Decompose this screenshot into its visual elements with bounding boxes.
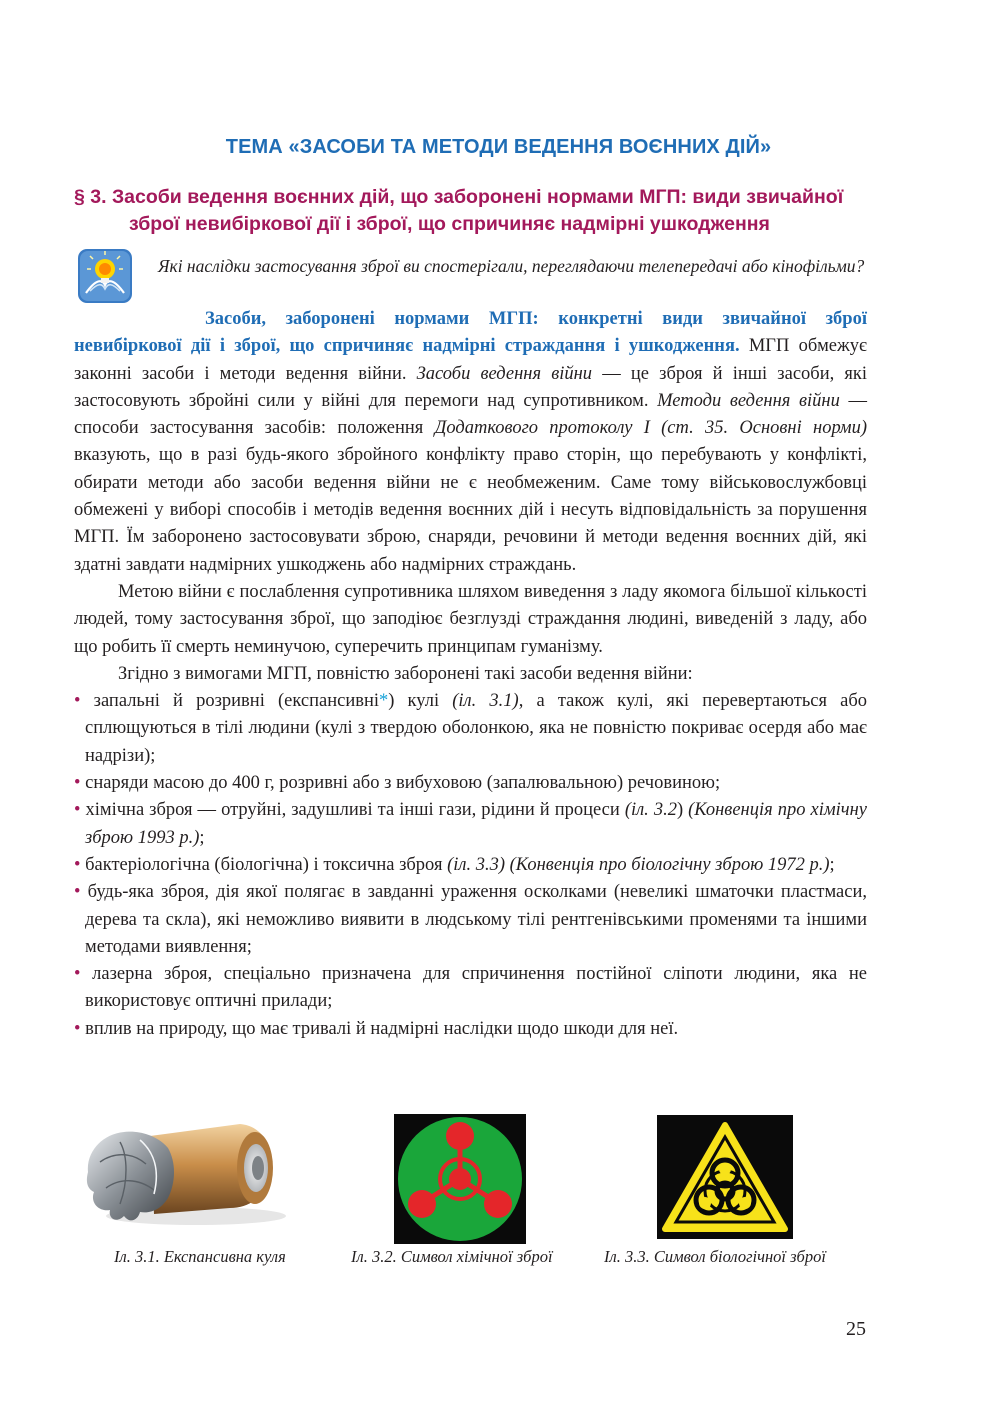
list-item — [74, 852, 867, 879]
italic-term: Методи ведення війни — [657, 390, 840, 411]
text-run: вказують, що в разі будь-якого збройного конфлікту право сторін, що перебувають у конфлікті, обирати методи або засоби ведення війни не є необмеженим. Саме тому військовослужбовці обмежені у виборі способів і методів ведення воєнних дій і несуть відповідальність за порушення МГП. Їм заборонено застосовувати зброю, снаряди, речовини й методи ведення воєнних дій, які здатні завдати надмірних ушкоджень або надмірних страждань. — [74, 445, 867, 575]
text-run: запальні й розривні (експансивні — [93, 691, 379, 712]
text-run: лазерна зброя, спеціально призначена для спричинення постійної сліпоти людини, яка не використовує оптичні прилади; — [85, 964, 868, 1012]
bullet-marker: • — [74, 854, 81, 875]
figure-ref: (іл. 3.1) — [452, 691, 519, 712]
page-number: 25 — [846, 1318, 866, 1340]
text-run: ) кулі — [388, 691, 453, 712]
figure-ref: (іл. 3.2 — [624, 800, 677, 821]
topic-title: ТЕМА «ЗАСОБИ ТА МЕТОДИ ВЕДЕННЯ ВОЄННИХ ДІЙ» — [225, 136, 772, 158]
list-item — [74, 770, 867, 797]
list-item — [74, 879, 867, 961]
text-run: , а також кулі, які перевертаються або сплющуються в тілі людини (кулі з твердою оболонкою, яка не повністю покриває осердя або має надрізи); — [85, 691, 868, 766]
section-heading-line1: § 3. Засоби ведення воєнних дій, що заборонені нормами МГП: види звичайної — [74, 186, 844, 208]
paragraph-1 — [74, 306, 867, 579]
list-item — [74, 1016, 867, 1043]
list-item — [74, 797, 867, 852]
text-run: — способи застосування засобів: положення — [74, 390, 867, 439]
figure-caption-3-1: Іл. 3.1. Експансивна куля — [114, 1247, 286, 1266]
bullet-marker: • — [74, 882, 81, 903]
paragraph-2: Метою війни є послаблення супротивника шляхом виведення з ладу якомога більшої кількості людей, тому застосування зброї, що заподіює безглузді страждання людині, виведеній з ладу, або що робить її смерть неминучою, суперечить принципам гуманізму. — [74, 581, 867, 657]
discussion-question: Які наслідки застосування зброї ви спостерігали, переглядаючи телепередачі або кінофільми? — [158, 256, 865, 276]
convention-ref: (Конвенція про хімічну зброю 1993 р.) — [85, 800, 868, 848]
chemical-weapon-symbol-image — [394, 1114, 526, 1244]
italic-reference: Додаткового протоколу І (ст. 35. Основні норми) — [434, 418, 867, 439]
expanding-bullet-image — [80, 1112, 288, 1228]
text-run: будь-яка зброя, дія якої полягає в завданні ураження осколками (невеликі шматочки пластмаси, дерева та скла), які неможливо виявити в людському тілі рентгенівськими променями та іншими методами виявлення; — [85, 882, 867, 957]
bullet-marker: • — [74, 773, 81, 794]
text-run: — це зброя й інші засоби, які застосовують збройні сили у війні для перемоги над супротивником. — [74, 363, 868, 411]
bullet-marker: • — [74, 964, 81, 985]
text-run: ) — [676, 800, 689, 821]
figure-caption-3-3: Іл. 3.3. Символ біологічної зброї — [604, 1247, 826, 1266]
bullet-marker: • — [74, 691, 81, 712]
text-run: хімічна зброя — отруйні, задушливі та інші гази, рідини й процеси — [85, 800, 625, 821]
text-run: снаряди масою до 400 г, розривні або з вибуховою (запалювальною) речовиною; — [85, 773, 721, 794]
list-item — [74, 961, 867, 1016]
text-run: ; — [829, 854, 835, 875]
list-item — [74, 688, 867, 770]
text-run: вплив на природу, що має тривалі й надмірні наслідки щодо шкоди для неї. — [85, 1018, 679, 1039]
lightbulb-question-icon — [78, 249, 132, 303]
paragraph-lead-heading: Засоби, заборонені нормами МГП: конкретні види звичайної зброї невибіркової дії і зброї, що спричиняє надмірні страждання і ушкодження. — [74, 309, 867, 357]
prohibited-means-list — [74, 688, 867, 1043]
footnote-asterisk: * — [379, 691, 389, 712]
italic-term: Засоби ведення війни — [416, 363, 593, 384]
text-run: ; — [199, 827, 205, 848]
paragraph-3: Згідно з вимогами МГП, повністю заборонені такі засоби ведення війни: — [118, 663, 693, 684]
text-run: бактеріологічна (біологічна) і токсична зброя — [80, 854, 448, 875]
figure-caption-3-2: Іл. 3.2. Символ хімічної зброї — [351, 1247, 553, 1266]
body-text — [74, 306, 867, 1043]
convention-ref: (іл. 3.3) (Конвенція про біологічну зброю 1972 р.) — [447, 854, 830, 875]
section-heading — [74, 184, 874, 238]
bullet-marker: • — [74, 800, 81, 821]
section-heading-line2: зброї невибіркової дії і зброї, що спричиняє надмірні ушкодження — [129, 213, 770, 235]
text-run: МГП обмежує законні засоби і методи ведення війни. — [74, 336, 867, 384]
bullet-marker: • — [74, 1018, 81, 1039]
biohazard-symbol-image — [657, 1115, 793, 1239]
